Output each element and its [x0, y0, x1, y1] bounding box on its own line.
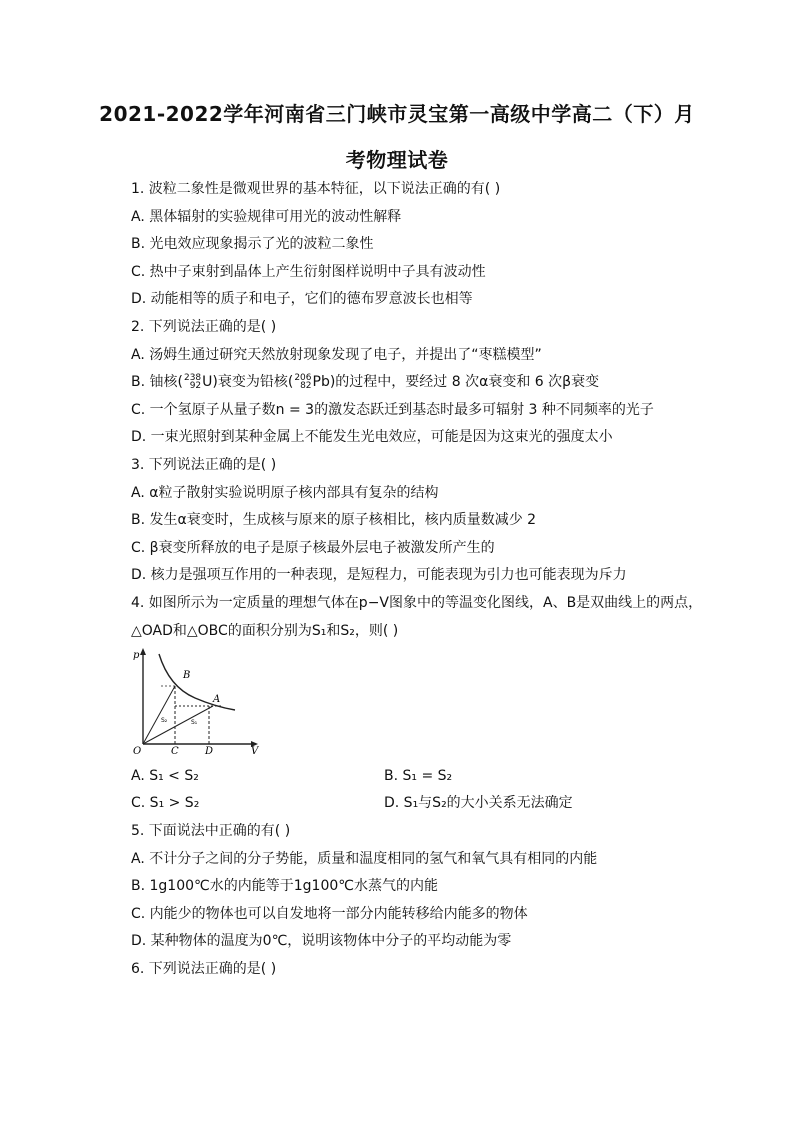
label-c: C: [171, 746, 179, 756]
q5-option-d: D. 某种物体的温度为0℃，说明该物体中分子的平均动能为零: [131, 933, 512, 949]
doc-title-line1: 2021-2022学年河南省三门峡市灵宝第一高级中学高二（下）月: [99, 102, 695, 126]
doc-title-line2: 考物理试卷: [345, 148, 449, 172]
q5-option-c: C. 内能少的物体也可以自发地将一部分内能转移给内能多的物体: [131, 906, 528, 922]
p-axis-arrow: [140, 648, 146, 655]
q1-option-a: A. 黑体辐射的实验规律可用光的波动性解释: [131, 209, 402, 225]
q1-option-b: B. 光电效应现象揭示了光的波粒二象性: [131, 236, 374, 252]
label-v: V: [251, 746, 259, 756]
label-p: p: [133, 650, 140, 661]
q3-option-d: D. 核力是强项互作用的一种表现，是短程力，可能表现为引力也可能表现为斥力: [131, 567, 627, 583]
q1-stem: 1. 波粒二象性是微观世界的基本特征，以下说法正确的有( ): [131, 181, 501, 197]
label-b: B: [183, 670, 191, 681]
pv-isotherm-figure: [131, 644, 271, 756]
label-s1: S₁: [191, 719, 198, 726]
q5-stem: 5. 下面说法中正确的有( ): [131, 823, 291, 839]
q3-option-a: A. α粒子散射实验说明原子核内部具有复杂的结构: [131, 485, 439, 501]
q6-stem: 6. 下列说法正确的是( ): [131, 961, 277, 977]
q4-option-d: D. S₁与S₂的大小关系无法确定: [384, 795, 573, 811]
label-d: D: [205, 746, 214, 756]
q5-option-a: A. 不计分子之间的分子势能，质量和温度相同的氢气和氧气具有相同的内能: [131, 851, 598, 867]
q4-option-c: C. S₁ > S₂: [131, 795, 200, 811]
u-atomic-number: 92: [189, 381, 202, 391]
q4-stem-line2: △OAD和△OBC的面积分别为S₁和S₂，则( ): [131, 623, 399, 639]
q2-b-suffix: Pb)的过程中，要经过 8 次α衰变和 6 次β衰变: [312, 374, 600, 390]
isotherm-curve: [159, 654, 235, 710]
q3-option-b: B. 发生α衰变时，生成核与原来的原子核相比，核内质量数减少 2: [131, 512, 537, 528]
q2-option-c: C. 一个氢原子从量子数n = 3的激发态跃迁到基态时最多可辐射 3 种不同频率的光子: [131, 402, 654, 418]
pb-mass-number: 206: [294, 373, 312, 383]
q2-b-middle: U)衰变为铅核(: [202, 374, 294, 390]
q2-option-b: [131, 373, 599, 391]
label-s2: S₂: [161, 717, 168, 724]
q4-stem: 4. 如图所示为一定质量的理想气体在p−V图象中的等温变化图线，A、B是双曲线上的两点，: [131, 595, 703, 611]
q4-option-a: A. S₁ < S₂: [131, 768, 199, 784]
q2-option-a: A. 汤姆生通过研究天然放射现象发现了电子，并提出了“枣糕模型”: [131, 347, 542, 363]
q2-b-prefix: B. 铀核(: [131, 374, 183, 390]
u-mass-number: 238: [183, 373, 202, 383]
q2-stem: 2. 下列说法正确的是( ): [131, 319, 277, 335]
q3-stem: 3. 下列说法正确的是( ): [131, 457, 277, 473]
q1-option-d: D. 动能相等的质子和电子，它们的德布罗意波长也相等: [131, 291, 473, 307]
q2-option-d: D. 一束光照射到某种金属上不能发生光电效应，可能是因为这束光的强度太小: [131, 429, 613, 445]
q4-option-b: B. S₁ = S₂: [384, 768, 453, 784]
q3-option-c: C. β衰变所释放的电子是原子核最外层电子被激发所产生的: [131, 540, 495, 556]
q5-option-b: B. 1g100℃水的内能等于1g100℃水蒸气的内能: [131, 878, 438, 894]
label-a: A: [213, 694, 221, 705]
q1-option-c: C. 热中子束射到晶体上产生衍射图样说明中子具有波动性: [131, 264, 486, 280]
label-o: O: [133, 746, 142, 756]
pb-atomic-number: 82: [300, 381, 312, 391]
